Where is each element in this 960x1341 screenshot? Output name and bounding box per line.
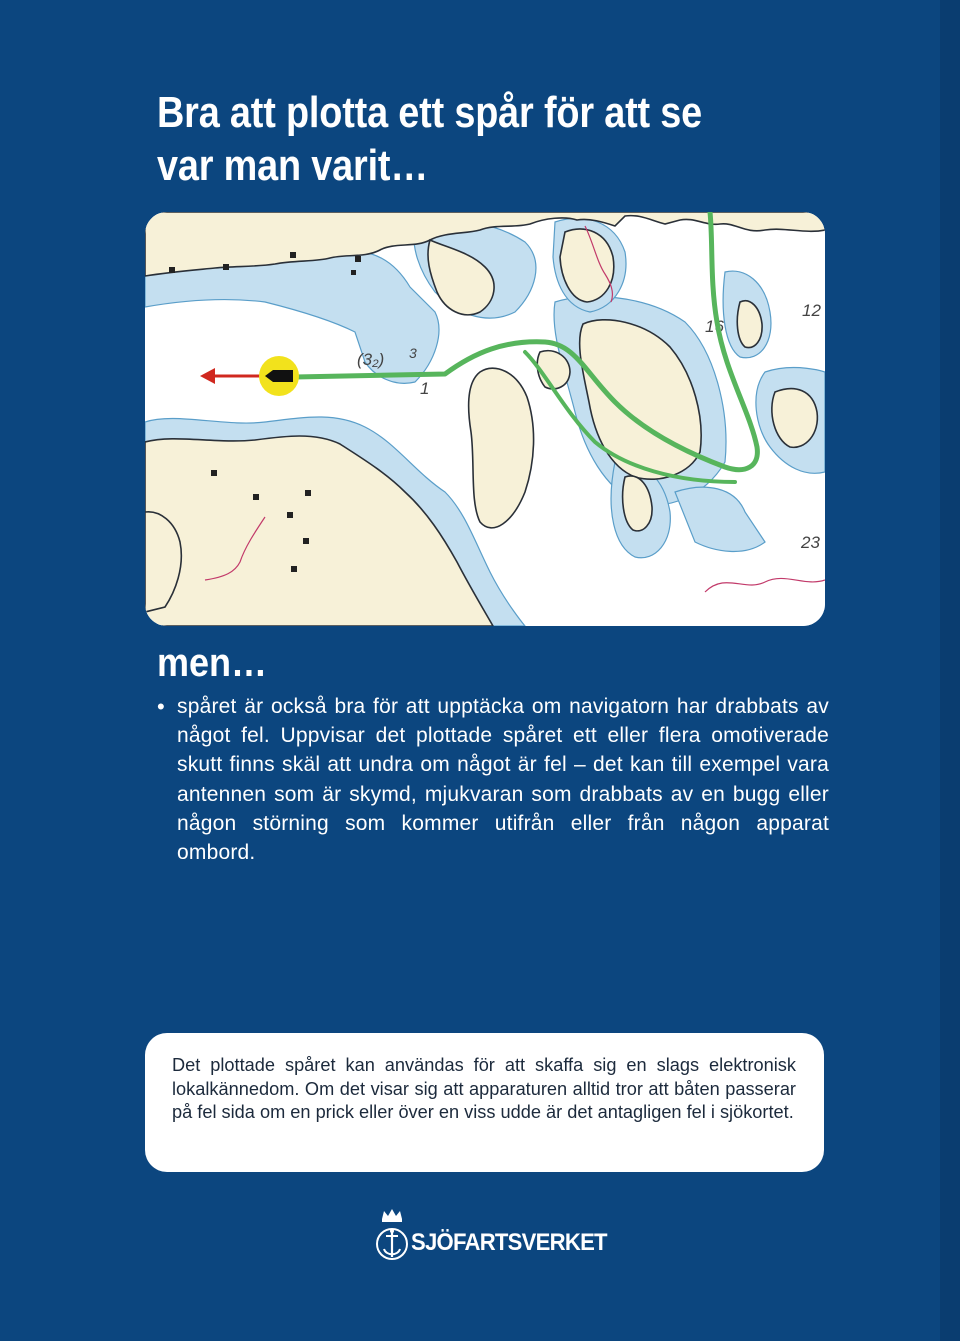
crown-anchor-icon bbox=[374, 1207, 410, 1267]
depth-label: (3₂) bbox=[357, 350, 385, 369]
depth-label: 23 bbox=[801, 533, 820, 552]
depth-label: 3 bbox=[409, 345, 417, 361]
note-box bbox=[145, 1033, 824, 1172]
bullet-text: spåret är också bra för att upptäcka om navigatorn har drabbats av något fel. Uppvisar det plottade spåret ett eller flera omotiverade skutt finns skäl att undra om något är fel – det kan till exempel vara antennen som är skymd, mjukvaran som drabbats av en bugg eller någon störning som kommer utifrån eller från någon apparat ombord. bbox=[177, 695, 829, 865]
logo-wordmark: SJÖFARTSVERKET bbox=[411, 1229, 607, 1256]
bullet-item bbox=[157, 692, 829, 867]
bullet-dot: • bbox=[157, 694, 165, 719]
nautical-chart-image bbox=[145, 212, 825, 626]
nautical-chart bbox=[145, 212, 825, 626]
page-title: Bra att plotta ett spår för att se var man varit… bbox=[157, 88, 703, 190]
sjofartsverket-logo bbox=[374, 1207, 607, 1271]
subheading: men… bbox=[157, 641, 268, 685]
note-text: Det plottade spåret kan användas för att skaffa sig en slags elektronisk lokalkännedom. Om det visar sig att apparaturen alltid tror att båten passerar på fel sida om en prick eller över en viss udde är det antagligen fel i sjökortet. bbox=[172, 1055, 796, 1122]
page-edge bbox=[940, 0, 960, 1341]
depth-label: 12 bbox=[802, 301, 821, 320]
depth-label: 1 bbox=[420, 379, 430, 398]
depth-label: 16 bbox=[705, 317, 724, 336]
